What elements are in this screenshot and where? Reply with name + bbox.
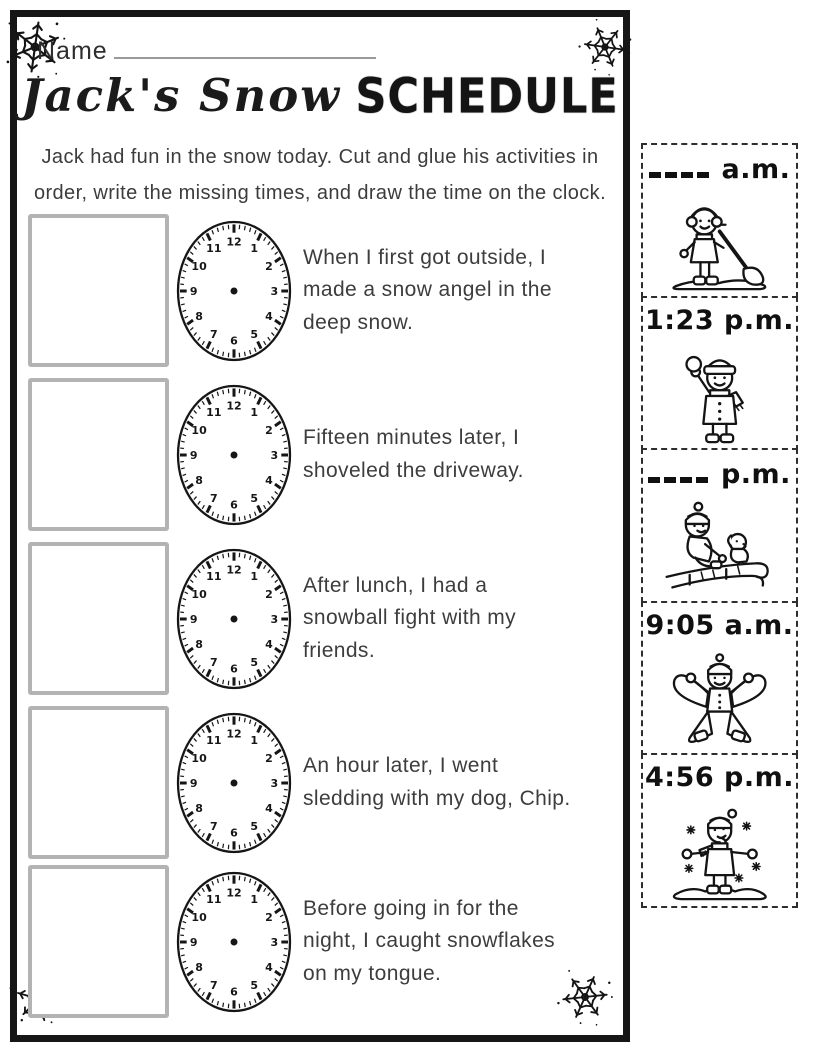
card-time-label bbox=[646, 610, 794, 641]
svg-text:1: 1 bbox=[250, 569, 258, 583]
card-time-value: 9:05 bbox=[645, 609, 715, 641]
svg-text:6: 6 bbox=[230, 498, 238, 512]
kid-snowflakes-image bbox=[662, 803, 777, 903]
svg-text:9: 9 bbox=[189, 613, 198, 626]
title-script-part: Jack's Snow bbox=[21, 69, 342, 122]
svg-text:2: 2 bbox=[265, 911, 273, 925]
svg-text:10: 10 bbox=[191, 752, 207, 766]
glue-box bbox=[28, 214, 169, 367]
worksheet-page bbox=[10, 10, 630, 1042]
time-card bbox=[641, 143, 798, 298]
svg-text:3: 3 bbox=[270, 777, 279, 790]
svg-text:3: 3 bbox=[270, 285, 279, 298]
svg-text:10: 10 bbox=[191, 588, 207, 602]
blank-clock-face bbox=[174, 218, 294, 364]
glue-box bbox=[28, 706, 169, 859]
cut-out-strip bbox=[641, 143, 798, 908]
blank-clock-face bbox=[174, 710, 294, 856]
blank-time-line bbox=[649, 152, 709, 178]
svg-text:5: 5 bbox=[250, 820, 258, 834]
svg-text:6: 6 bbox=[230, 985, 238, 999]
svg-text:1: 1 bbox=[250, 892, 258, 906]
card-time-value bbox=[648, 459, 711, 490]
activity-text bbox=[303, 865, 623, 1018]
svg-text:6: 6 bbox=[230, 662, 238, 676]
instructions-line-2: order, write the missing times, and draw the time on the clock. bbox=[33, 182, 607, 204]
svg-text:4: 4 bbox=[265, 473, 273, 487]
svg-text:7: 7 bbox=[210, 820, 218, 834]
svg-text:8: 8 bbox=[195, 309, 203, 323]
activity-line: snowball fight with my bbox=[303, 606, 517, 630]
svg-text:3: 3 bbox=[270, 449, 279, 462]
svg-text:7: 7 bbox=[210, 492, 218, 506]
name-label: Name bbox=[37, 37, 108, 65]
svg-text:7: 7 bbox=[210, 328, 218, 342]
svg-text:9: 9 bbox=[189, 449, 198, 462]
activity-line: Fifteen minutes later, I bbox=[303, 426, 520, 449]
svg-text:5: 5 bbox=[250, 492, 258, 506]
activity-text bbox=[303, 542, 623, 695]
svg-text:11: 11 bbox=[206, 569, 222, 583]
activity-text bbox=[303, 214, 623, 367]
svg-text:12: 12 bbox=[226, 886, 242, 900]
svg-text:11: 11 bbox=[206, 892, 222, 906]
svg-text:2: 2 bbox=[265, 424, 273, 438]
card-time-label bbox=[645, 305, 794, 336]
card-time-label bbox=[648, 457, 791, 490]
card-time-period: a.m. bbox=[721, 154, 791, 185]
card-time-value bbox=[649, 154, 712, 185]
svg-text:5: 5 bbox=[250, 979, 258, 993]
activity-line: on my tongue. bbox=[303, 961, 442, 985]
svg-text:10: 10 bbox=[191, 424, 207, 438]
blank-clock-face bbox=[174, 546, 294, 692]
svg-text:5: 5 bbox=[250, 328, 258, 342]
svg-text:10: 10 bbox=[191, 260, 207, 274]
card-time-value: 1:23 bbox=[644, 304, 715, 336]
card-art bbox=[662, 185, 777, 296]
card-art bbox=[657, 490, 782, 601]
activity-row bbox=[17, 706, 623, 859]
svg-text:9: 9 bbox=[189, 777, 198, 790]
svg-text:4: 4 bbox=[265, 637, 273, 651]
activity-line: When I first got outside, I bbox=[303, 245, 547, 269]
svg-text:11: 11 bbox=[206, 405, 222, 419]
svg-text:3: 3 bbox=[270, 936, 279, 949]
svg-text:10: 10 bbox=[191, 911, 207, 925]
svg-text:8: 8 bbox=[195, 473, 203, 487]
activity-text bbox=[303, 706, 623, 859]
activity-text bbox=[303, 378, 623, 531]
kid-snowball-image bbox=[662, 346, 777, 446]
card-time-label bbox=[649, 152, 791, 185]
card-time-value: 4:56 bbox=[644, 762, 715, 793]
svg-text:12: 12 bbox=[226, 563, 242, 577]
svg-text:3: 3 bbox=[270, 613, 279, 626]
blank-clock-face bbox=[174, 382, 294, 528]
activity-line: deep snow. bbox=[303, 310, 414, 334]
svg-text:7: 7 bbox=[210, 656, 218, 670]
svg-text:12: 12 bbox=[226, 235, 242, 249]
svg-text:1: 1 bbox=[250, 241, 258, 255]
activity-line: After lunch, I had a bbox=[303, 573, 488, 597]
svg-text:12: 12 bbox=[226, 399, 242, 413]
glue-box bbox=[28, 378, 169, 531]
svg-text:8: 8 bbox=[195, 637, 203, 651]
kid-snow-angel-image bbox=[662, 651, 777, 751]
time-card bbox=[641, 601, 798, 756]
svg-text:5: 5 bbox=[250, 656, 258, 670]
blank-clock-face bbox=[174, 869, 294, 1015]
svg-text:7: 7 bbox=[210, 979, 218, 993]
activity-line: friends. bbox=[303, 638, 376, 662]
card-time-period: p.m. bbox=[724, 762, 795, 793]
activity-row bbox=[17, 542, 623, 695]
svg-text:4: 4 bbox=[265, 801, 273, 815]
activity-line: sledding with my dog, Chip. bbox=[303, 786, 571, 810]
svg-text:2: 2 bbox=[265, 260, 273, 274]
svg-text:9: 9 bbox=[189, 285, 198, 298]
title-caps-part: SCHEDULE bbox=[355, 69, 619, 125]
card-art bbox=[662, 641, 777, 754]
svg-text:12: 12 bbox=[226, 727, 242, 741]
svg-text:2: 2 bbox=[265, 588, 273, 602]
card-time-period: p.m. bbox=[724, 304, 795, 336]
instructions-line-1: Jack had fun in the snow today. Cut and glue his activities in bbox=[41, 146, 599, 168]
svg-text:4: 4 bbox=[265, 309, 273, 323]
svg-text:6: 6 bbox=[230, 334, 238, 348]
activity-line: made a snow angel in the bbox=[303, 278, 552, 302]
svg-text:9: 9 bbox=[189, 936, 198, 949]
kid-shoveling-image bbox=[662, 193, 777, 293]
activity-line: night, I caught snowflakes bbox=[303, 929, 556, 953]
activity-line: An hour later, I went bbox=[303, 754, 499, 777]
time-card bbox=[641, 753, 798, 908]
svg-text:8: 8 bbox=[195, 960, 203, 974]
kid-sledding-image bbox=[657, 498, 782, 598]
activity-row bbox=[17, 378, 623, 531]
activity-line: shoveled the driveway. bbox=[303, 458, 524, 482]
svg-text:1: 1 bbox=[250, 405, 258, 419]
activity-row bbox=[17, 865, 623, 1018]
svg-text:4: 4 bbox=[265, 960, 273, 974]
svg-text:6: 6 bbox=[230, 826, 238, 840]
svg-text:2: 2 bbox=[265, 752, 273, 766]
activity-line: Before going in for the bbox=[303, 896, 519, 920]
card-time-period: p.m. bbox=[720, 459, 791, 490]
card-time-period: a.m. bbox=[724, 609, 794, 641]
glue-box bbox=[28, 865, 169, 1018]
activity-rows bbox=[17, 17, 623, 1035]
activity-row bbox=[17, 214, 623, 367]
time-card bbox=[641, 296, 798, 451]
card-art bbox=[662, 336, 777, 449]
glue-box bbox=[28, 542, 169, 695]
card-time-label bbox=[645, 762, 794, 793]
blank-time-line bbox=[648, 457, 708, 483]
time-card bbox=[641, 448, 798, 603]
svg-text:8: 8 bbox=[195, 801, 203, 815]
svg-text:1: 1 bbox=[250, 733, 258, 747]
svg-text:11: 11 bbox=[206, 241, 222, 255]
svg-text:11: 11 bbox=[206, 733, 222, 747]
card-art bbox=[662, 793, 777, 906]
